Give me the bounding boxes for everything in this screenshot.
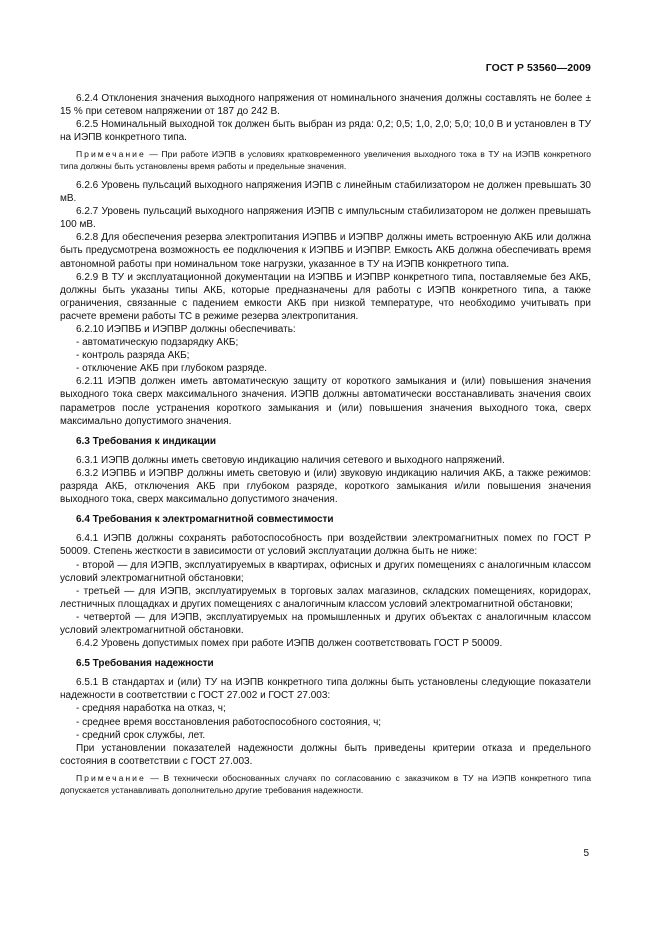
paragraph: При установлении показателей надежности должны быть приведены критерии отказа и предельного состояния в соответствии с ГОСТ 27.003. bbox=[60, 742, 591, 767]
paragraph: 6.3.2 ИЭПВБ и ИЭПВР должны иметь световую и (или) звуковую индикацию наличия АКБ, а также режимов: разряда АКБ, отключения АКБ при глубоком разряде, короткого замыкания и/или повышения значения выходного тока, сверх максимально допустимого значения. bbox=[60, 467, 591, 506]
paragraph: - второй — для ИЭПВ, эксплуатируемых в квартирах, офисных и других помещениях с аналогичным классом условий электромагнитной обстановки; bbox=[60, 559, 591, 584]
paragraph: 6.2.7 Уровень пульсаций выходного напряжения ИЭПВ с импульсным стабилизатором не должен превышать 100 мВ. bbox=[60, 206, 591, 231]
list-item: - средний срок службы, лет. bbox=[76, 729, 206, 741]
list-item: - автоматическую подзарядку АКБ; bbox=[76, 337, 239, 349]
list-item: - среднее время восстановления работоспособного состояния, ч; bbox=[76, 716, 382, 728]
list-item: - отключение АКБ при глубоком разряде. bbox=[76, 363, 268, 375]
paragraph: 6.2.6 Уровень пульсаций выходного напряжения ИЭПВ с линейным стабилизатором не должен превышать 30 мВ. bbox=[60, 179, 591, 205]
document-body bbox=[60, 92, 591, 803]
section-heading: 6.5 Требования надежности bbox=[76, 658, 214, 670]
paragraph: 6.4.2 Уровень допустимых помех при работе ИЭПВ должен соответствовать ГОСТ Р 50009. bbox=[76, 638, 503, 650]
paragraph: 6.4.1 ИЭПВ должны сохранять работоспособность при воздействии электромагнитных помех по ГОСТ Р 50009. Степень жесткости в зависимости от условий эксплуатации должна быть не ниже: bbox=[60, 533, 591, 558]
note bbox=[60, 149, 591, 173]
paragraph: 6.5.1 В стандартах и (или) ТУ на ИЭПВ конкретного типа должны быть установлены следующие показатели надежности в соответствии с ГОСТ 27.002 и ГОСТ 27.003: bbox=[60, 677, 591, 702]
paragraph: 6.2.10 ИЭПВБ и ИЭПВР должны обеспечивать: bbox=[76, 324, 296, 335]
paragraph: 6.2.5 Номинальный выходной ток должен быть выбран из ряда: 0,2; 0,5; 1,0, 2,0; 5,0; 10,0 В и установлен в ТУ на ИЭПВ конкретного типа. bbox=[60, 119, 591, 144]
section-heading: 6.4 Требования к электромагнитной совместимости bbox=[76, 514, 334, 526]
list-item: - средняя наработка на отказ, ч; bbox=[76, 703, 226, 715]
note-text: — В технически обоснованных случаях по согласованию с заказчиком в ТУ на ИЭПВ конкретного типа допускается устанавливать дополнительно другие требования надежности. bbox=[60, 772, 591, 795]
page-number: 5 bbox=[583, 848, 589, 859]
list-item: - контроль разряда АКБ; bbox=[76, 350, 190, 362]
note-label: Примечание bbox=[76, 772, 146, 783]
note-label: Примечание bbox=[76, 149, 146, 160]
note bbox=[60, 773, 591, 797]
paragraph: 6.2.8 Для обеспечения резерва электропитания ИЭПВБ и ИЭПВР должны иметь встроенную АКБ или должна быть предусмотрена возможность ее подключения к ИЭПВБ и ИЭПВР. Емкость АКБ должна обеспечивать время автономной работы при номинальном токе нагрузки, указанное в ТУ на ИЭПВ конкретного типа. bbox=[60, 232, 591, 270]
paragraph: 6.2.4 Отклонения значения выходного напряжения от номинального значения должны составлять не более ± 15 % при сетевом напряжении от 187 до 242 В. bbox=[60, 93, 591, 118]
paragraph: 6.2.11 ИЭПВ должен иметь автоматическую защиту от короткого замыкания и (или) повышения значения выходного тока сверх максимального значения. ИЭПВ должны автоматически восстанавливать значения своих параметров после устранения короткого замыкания и (или) повышения значения выходного тока, сверх максимально допустимого значения. bbox=[60, 376, 591, 427]
paragraph: - третьей — для ИЭПВ, эксплуатируемых в торговых залах магазинов, складских помещениях, коридорах, лестничных площадках и других помещениях с аналогичным классом условий электромагнитной обстановки; bbox=[60, 585, 591, 610]
document-code: ГОСТ Р 53560—2009 bbox=[485, 62, 591, 74]
paragraph: 6.3.1 ИЭПВ должны иметь световую индикацию наличия сетевого и выходного напряжений. bbox=[76, 454, 505, 466]
note-text: — При работе ИЭПВ в условиях кратковременного увеличения выходного тока в ТУ на ИЭПВ конкретного типа должны быть установлены время работы и предельные значения. bbox=[60, 149, 591, 172]
section-heading: 6.3 Требования к индикации bbox=[76, 435, 217, 447]
paragraph: 6.2.9 В ТУ и эксплуатационной документации на ИЭПВБ и ИЭПВР конкретного типа, поставляемые без АКБ, должны быть указаны типы АКБ, которые предназначены для работы с ИЭПВ конкретного типа, а также ограничения, связанные с падением емкости АКБ при низкой температуре, что необходимо учитывать при расчете времени работы ТС в режиме резерва электропитания. bbox=[60, 271, 591, 322]
paragraph: - четвертой — для ИЭПВ, эксплуатируемых на промышленных и других объектах с аналогичным классом условий электромагнитной обстановки. bbox=[60, 611, 591, 636]
